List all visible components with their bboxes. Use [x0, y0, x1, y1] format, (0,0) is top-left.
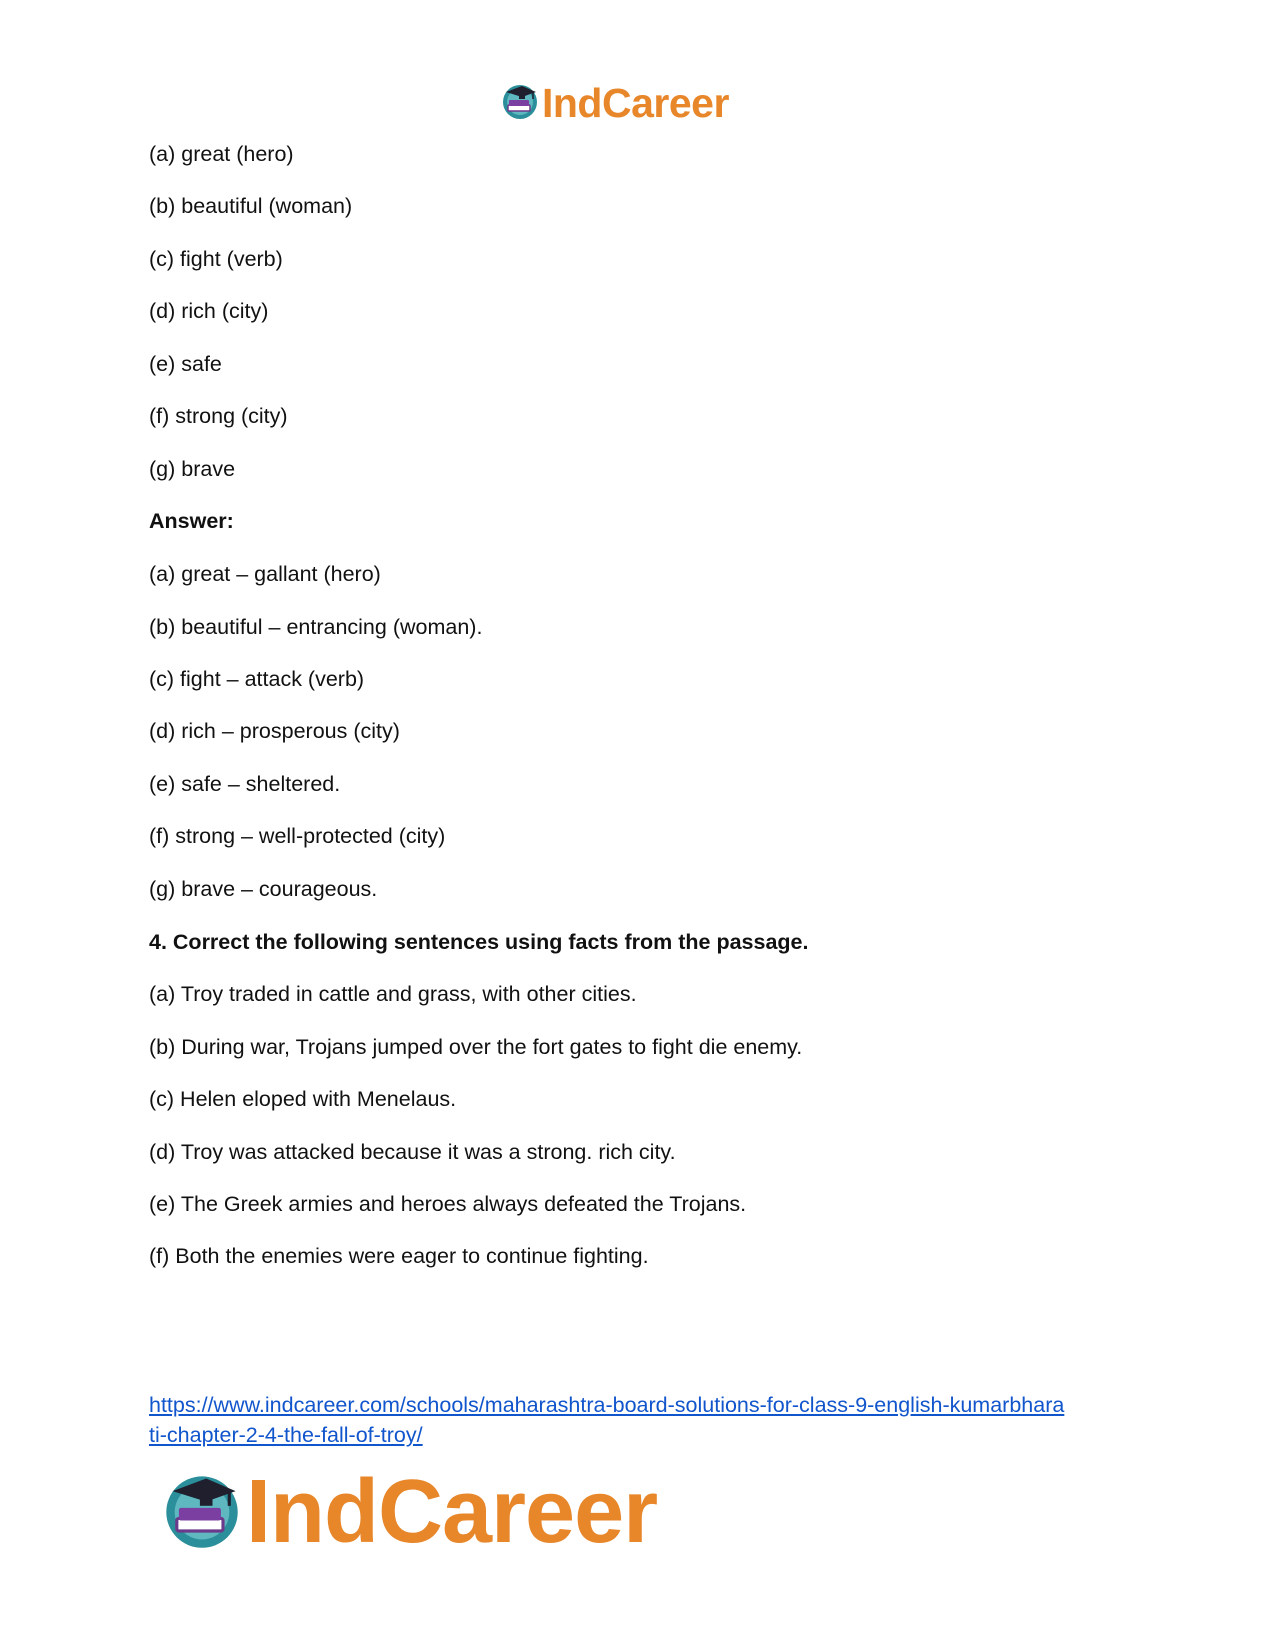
source-link-line-1[interactable]: https://www.indcareer.com/schools/maharashtra-board-solutions-for-class-9-english-kumarbhara	[149, 1393, 1065, 1417]
header-logo	[500, 76, 729, 130]
question-sentence: (f) Both the enemies were eager to continue fighting.	[149, 1244, 649, 1268]
graduation-cap-icon	[160, 1468, 244, 1557]
question-sentence: (b) During war, Trojans jumped over the fort gates to fight die enemy.	[149, 1035, 803, 1059]
option-item: (b) beautiful (woman)	[149, 194, 353, 218]
option-item: (e) safe	[149, 352, 222, 376]
question-sentence: (a) Troy traded in cattle and grass, with other cities.	[149, 982, 637, 1006]
option-item: (d) rich (city)	[149, 299, 269, 323]
source-link-line-2[interactable]: ti-chapter-2-4-the-fall-of-troy/	[149, 1423, 423, 1447]
brand-logo-text: IndCareer	[246, 1461, 658, 1562]
source-link[interactable]	[149, 1393, 1064, 1447]
question-heading: 4. Correct the following sentences using facts from the passage.	[149, 930, 809, 954]
answer-item: (d) rich – prosperous (city)	[149, 719, 400, 743]
answer-item: (a) great – gallant (hero)	[149, 562, 381, 586]
option-item: (c) fight (verb)	[149, 247, 283, 271]
answer-item: (e) safe – sheltered.	[149, 772, 341, 796]
option-item: (g) brave	[149, 457, 236, 481]
answer-heading: Answer:	[149, 509, 234, 533]
answer-item: (f) strong – well-protected (city)	[149, 824, 446, 848]
answer-item: (c) fight – attack (verb)	[149, 667, 365, 691]
option-item: (a) great (hero)	[149, 142, 294, 166]
answer-item: (b) beautiful – entrancing (woman).	[149, 615, 483, 639]
question-sentence: (e) The Greek armies and heroes always defeated the Trojans.	[149, 1192, 747, 1216]
question-sentence: (c) Helen eloped with Menelaus.	[149, 1087, 457, 1111]
option-item: (f) strong (city)	[149, 404, 288, 428]
source-link-block	[149, 1390, 1129, 1450]
answer-item: (g) brave – courageous.	[149, 877, 378, 901]
brand-logo-text: IndCareer	[542, 79, 729, 126]
question-sentence: (d) Troy was attacked because it was a strong. rich city.	[149, 1140, 676, 1164]
footer-logo	[160, 1462, 657, 1562]
graduation-cap-icon	[500, 81, 540, 126]
